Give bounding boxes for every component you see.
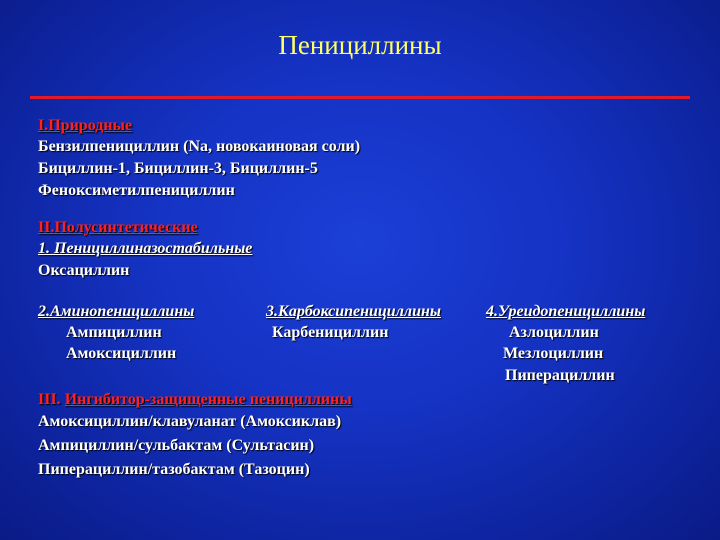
column-3-heading: 4.Уреидопенициллины [486, 303, 646, 320]
section2-sub1-heading: 1. Пенициллиназостабильные [38, 240, 253, 257]
section2-sub1-item: Оксациллин [38, 262, 130, 279]
section2-heading: II.Полусинтетические [38, 219, 198, 236]
section3-heading-line [38, 390, 352, 410]
column-2-heading: 3.Карбоксипенициллины [266, 303, 442, 320]
section3-line-2: Ампициллин/сульбактам (Сультасин) [38, 437, 315, 454]
column-3-item-2: Мезлоциллин [503, 345, 604, 362]
section1-heading: I.Природные [38, 117, 133, 134]
column-1-item-1: Ампициллин [66, 324, 162, 341]
section3-roman: III. [38, 391, 61, 408]
slide-title: Пенициллины [278, 30, 442, 60]
column-1-heading: 2.Аминопенициллины [38, 303, 195, 320]
section3-line-3: Пиперациллин/тазобактам (Тазоцин) [38, 461, 310, 478]
section1-line-1: Бензилпенициллин (Na, новокаиновая соли) [38, 138, 361, 155]
section1-line-3: Феноксиметилпенициллин [38, 182, 235, 199]
section3-heading: Ингибитор-защищенные пенициллины [64, 391, 352, 408]
section1-line-2: Бициллин-1, Бициллин-3, Бициллин-5 [38, 160, 318, 177]
title-divider [30, 96, 690, 99]
column-3-item-3: Пиперациллин [505, 367, 615, 384]
column-3-item-1: Азлоциллин [509, 324, 599, 341]
column-2-item-1: Карбенициллин [272, 324, 389, 341]
section3-line-1: Амоксициллин/клавуланат (Амоксиклав) [38, 413, 342, 430]
column-1-item-2: Амоксициллин [66, 345, 177, 362]
